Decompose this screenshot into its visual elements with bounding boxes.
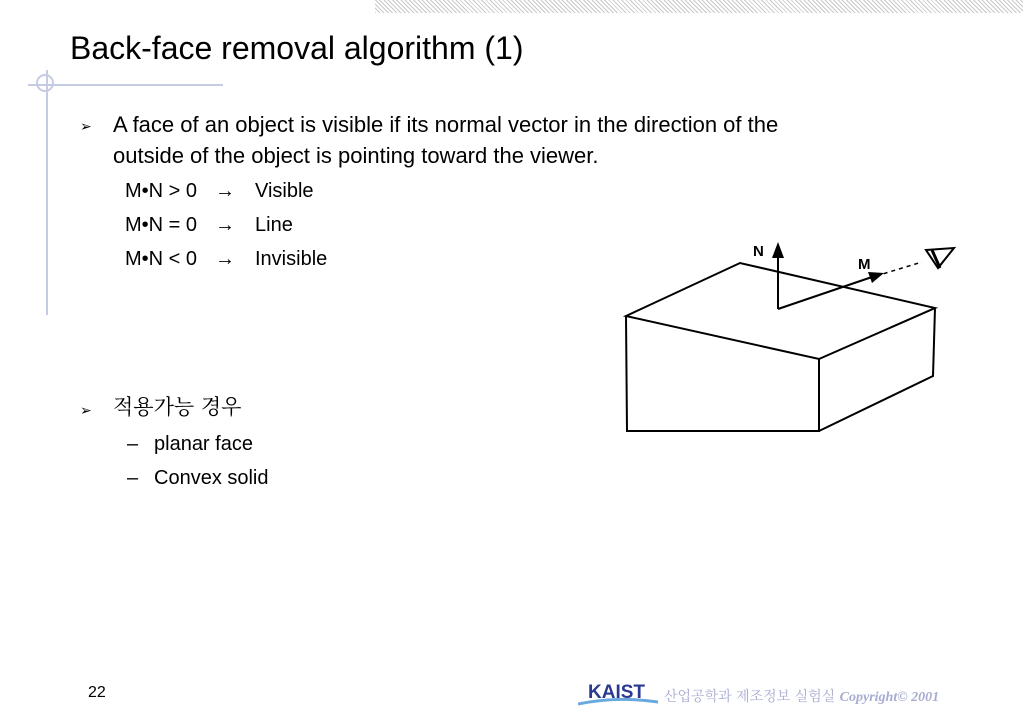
bullet-icon: ➢ bbox=[80, 118, 92, 134]
condition-result: Invisible bbox=[255, 248, 328, 270]
box-right-face bbox=[819, 308, 935, 431]
condition-visible bbox=[125, 180, 314, 203]
arrow-icon: → bbox=[215, 214, 235, 236]
kaist-logo: KAIST bbox=[588, 682, 645, 703]
footer-credit bbox=[664, 686, 939, 706]
condition-expr: M•N < 0 bbox=[125, 248, 198, 270]
condition-expr: M•N > 0 bbox=[125, 180, 198, 202]
sub-item-convex-solid: Convex solid bbox=[154, 467, 269, 489]
condition-result: Visible bbox=[255, 180, 314, 202]
normal-label: N bbox=[753, 243, 764, 260]
decor-horizontal-line bbox=[28, 84, 223, 86]
logo-swoosh-icon bbox=[578, 698, 658, 706]
backface-diagram bbox=[600, 232, 970, 462]
arrow-icon: → bbox=[215, 248, 235, 270]
header-pattern bbox=[375, 0, 1023, 13]
box-top-face bbox=[626, 263, 935, 359]
sub-item-planar-face: planar face bbox=[154, 433, 253, 455]
sub-item-dash: – bbox=[127, 433, 139, 455]
arrow-icon: → bbox=[215, 180, 235, 202]
page-number: 22 bbox=[88, 684, 106, 701]
bullet1-line2: outside of the object is pointing toward the viewer. bbox=[113, 143, 599, 168]
decor-vertical-line bbox=[46, 70, 48, 315]
lab-name: 산업공학과 제조정보 실험실 bbox=[664, 689, 836, 705]
condition-expr: M•N = 0 bbox=[125, 214, 198, 236]
sub-item-dash: – bbox=[127, 467, 139, 489]
condition-result: Line bbox=[255, 214, 293, 236]
condition-line bbox=[125, 214, 293, 237]
slide-title: Back-face removal algorithm (1) bbox=[70, 30, 524, 66]
view-label: M bbox=[858, 256, 871, 273]
view-arrowhead-icon bbox=[868, 272, 884, 283]
normal-arrowhead-icon bbox=[772, 242, 784, 258]
bullet-icon: ➢ bbox=[80, 402, 92, 418]
decor-ring bbox=[36, 74, 54, 92]
box-front-face bbox=[626, 316, 819, 431]
bullet1-line1: A face of an object is visible if its normal vector in the direction of the bbox=[113, 112, 779, 137]
bullet2-text: 적용가능 경우 bbox=[113, 395, 242, 419]
copyright: Copyright© 2001 bbox=[839, 690, 940, 705]
condition-invisible bbox=[125, 248, 327, 271]
